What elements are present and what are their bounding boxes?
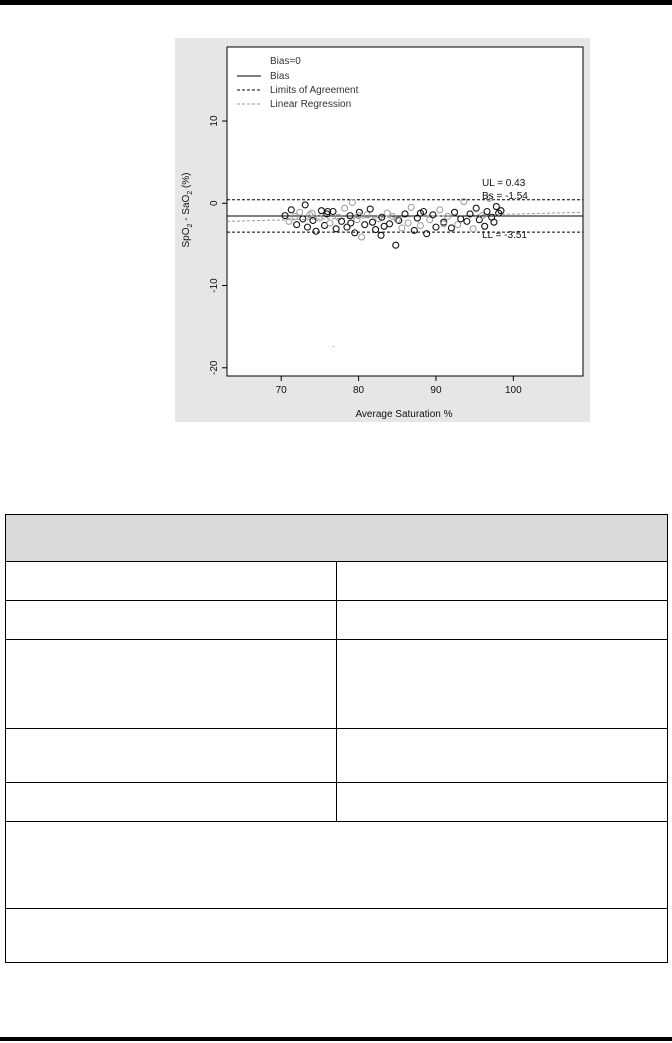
table-cell xyxy=(6,601,337,640)
results-table xyxy=(5,514,668,963)
x-tick-label: 100 xyxy=(505,385,522,396)
ll-annotation: LL = -3.51 xyxy=(482,230,527,241)
x-tick-label: 70 xyxy=(275,385,287,396)
table-cell xyxy=(6,729,337,783)
y-tick-label: -20 xyxy=(209,360,220,376)
table-cell xyxy=(6,562,337,601)
table-cell xyxy=(6,783,337,822)
y-tick-label: 10 xyxy=(209,115,220,127)
y-tick-label: 0 xyxy=(209,200,220,207)
y-axis-label xyxy=(181,172,194,247)
legend-label: Limits of Agreement xyxy=(270,85,359,96)
y-label-sub: 2 xyxy=(187,190,194,195)
page-bottom-rule xyxy=(0,1037,672,1041)
y-tick-label: -10 xyxy=(209,278,220,293)
bland-altman-figure xyxy=(175,38,590,422)
table-cell xyxy=(337,783,668,822)
table-cell xyxy=(337,640,668,729)
table-cell xyxy=(6,640,337,729)
legend-label: Linear Regression xyxy=(270,99,352,110)
table-header xyxy=(6,515,668,562)
bias-annotation: Bs = -1.54 xyxy=(482,191,528,202)
table-wide-cell xyxy=(6,909,668,963)
stray-mark: · xyxy=(332,342,335,351)
page-top-rule xyxy=(0,0,672,5)
legend-label: Bias=0 xyxy=(270,56,301,67)
bland-altman-plot xyxy=(175,38,590,422)
x-tick-label: 90 xyxy=(430,385,442,396)
ul-annotation: UL = 0.43 xyxy=(482,178,526,189)
x-axis-label: Average Saturation % xyxy=(355,409,453,420)
y-label-part: - SaO xyxy=(181,194,192,224)
legend-label: Bias xyxy=(270,71,290,82)
y-label-part: SpO xyxy=(181,227,192,248)
y-label-sub: 2 xyxy=(187,223,194,228)
table-cell xyxy=(337,729,668,783)
y-label-part: (%) xyxy=(181,172,192,191)
table-cell xyxy=(337,562,668,601)
table-cell xyxy=(337,601,668,640)
table-wide-cell xyxy=(6,822,668,909)
x-tick-label: 80 xyxy=(353,385,365,396)
